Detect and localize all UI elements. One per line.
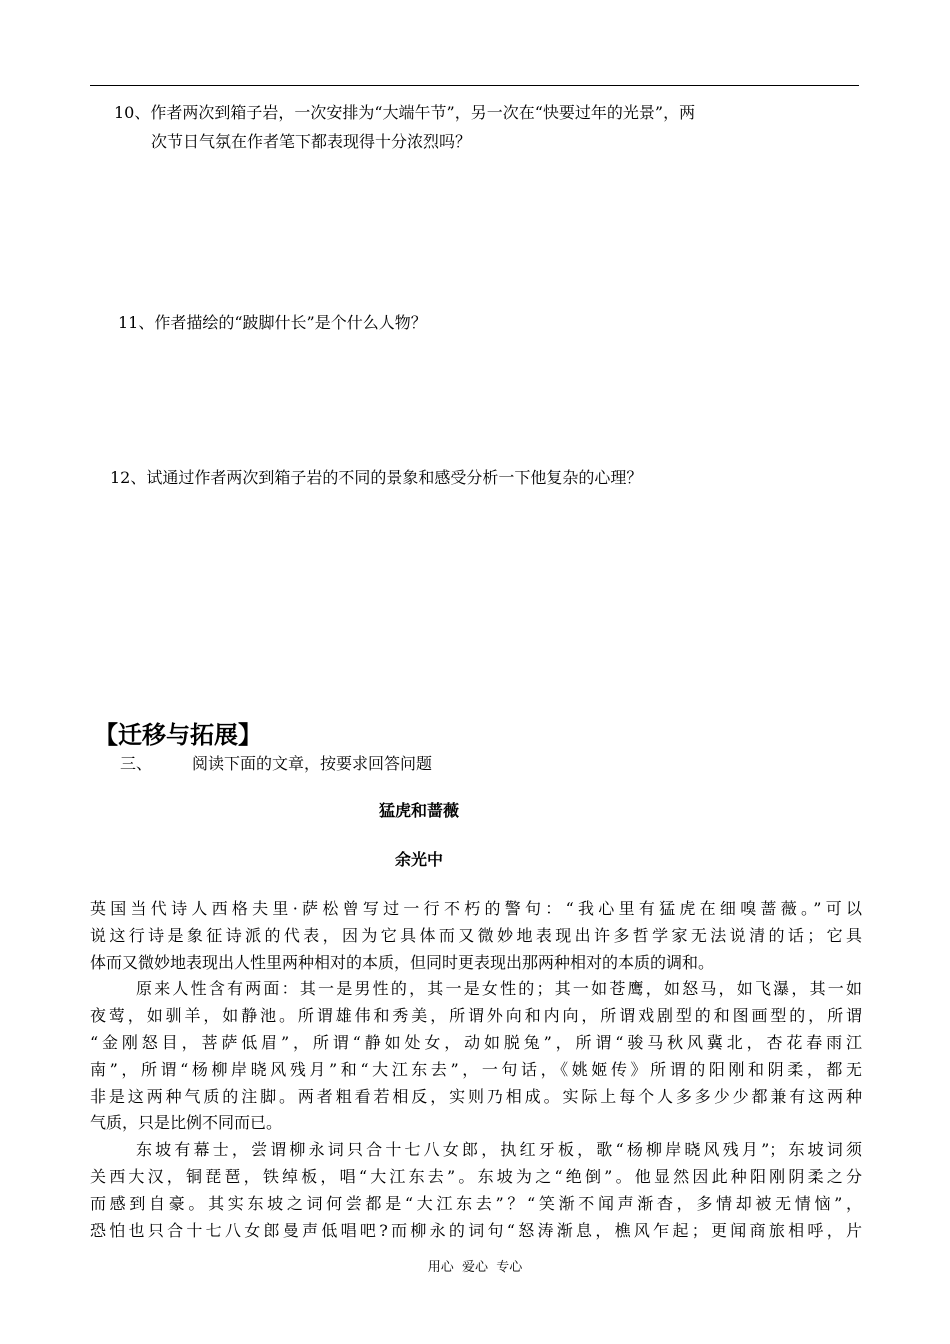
article-body xyxy=(90,896,862,1244)
article-line: 南”，所谓“杨柳岸晓风残月”和“大江东去”，一句话，《姚姬传》所谓的阳刚和阴柔，都无 xyxy=(90,1059,862,1079)
article-line: 恐怕也只合十七八女郎曼声低唱吧?而柳永的词句“怒涛渐息，樵风乍起；更闻商旅相呼，片 xyxy=(90,1220,862,1240)
article-line: 说这行诗是象征诗派的代表，因为它具体而又微妙地表现出许多哲学家无法说清的话；它具 xyxy=(90,925,862,945)
article-author: 余光中 xyxy=(394,850,443,869)
question-11: 11、作者描绘的“跛脚什长”是个什么人物？ xyxy=(118,313,427,332)
reading-instruction xyxy=(120,750,432,778)
article-line: 体而又微妙地表现出人性里两种相对的本质，但同时更表现出那两种相对的本质的调和。 xyxy=(90,952,715,972)
article-line: 非是这两种气质的注脚。两者粗看若相反，实则乃相成。实际上每个人多多少少都兼有这两种 xyxy=(90,1086,862,1106)
instruction-text: 阅读下面的文章，按要求回答问题 xyxy=(192,754,433,773)
question-10-line-2: 次节日气氛在作者笔下都表现得十分浓烈吗？ xyxy=(151,132,472,151)
header-rule xyxy=(90,85,859,86)
article-line: 东坡有幕士，尝谓柳永词只合十七八女郎，执红牙板，歌“杨柳岸晓风残月”；东坡词须 xyxy=(136,1140,862,1160)
question-10 xyxy=(114,98,695,156)
question-10-line-1: 10、作者两次到箱子岩，一次安排为“大端午节”，另一次在“快要过年的光景”，两 xyxy=(114,103,696,122)
article-line: 英国当代诗人西格夫里·萨松曾写过一行不朽的警句：“我心里有猛虎在细嗅蔷薇。”可以 xyxy=(90,899,862,918)
article-line: “金刚怒目，菩萨低眉”，所谓“静如处女，动如脱兔”，所谓“骏马秋风冀北，杏花春雨江 xyxy=(90,1032,862,1052)
article-line: 原来人性含有两面：其一是男性的，其一是女性的；其一如苍鹰，如怒马，如飞瀑，其一如 xyxy=(136,979,862,999)
page-footer: 用心 爱心 专心 xyxy=(427,1260,523,1275)
instruction-number: 三、 xyxy=(120,754,153,773)
section-heading: 【迁移与拓展】 xyxy=(94,721,262,749)
question-12: 12、试通过作者两次到箱子岩的不同的景象和感受分析一下他复杂的心理？ xyxy=(110,468,643,487)
article-line: 关西大汉，铜琵琶，铁绰板，唱“大江东去”。东坡为之“绝倒”。他显然因此种阳刚阴柔之分 xyxy=(90,1166,862,1186)
article-line: 夜莺，如驯羊，如静池。所谓雄伟和秀美，所谓外向和内向，所谓戏剧型的和图画型的，所谓 xyxy=(90,1006,862,1026)
article-line: 而感到自豪。其实东坡之词何尝都是“大江东去”？“笑渐不闻声渐杳，多情却被无情恼”， xyxy=(90,1193,862,1213)
article-title: 猛虎和蔷薇 xyxy=(378,801,459,820)
article-line: 气质，只是比例不同而已。 xyxy=(90,1113,283,1133)
